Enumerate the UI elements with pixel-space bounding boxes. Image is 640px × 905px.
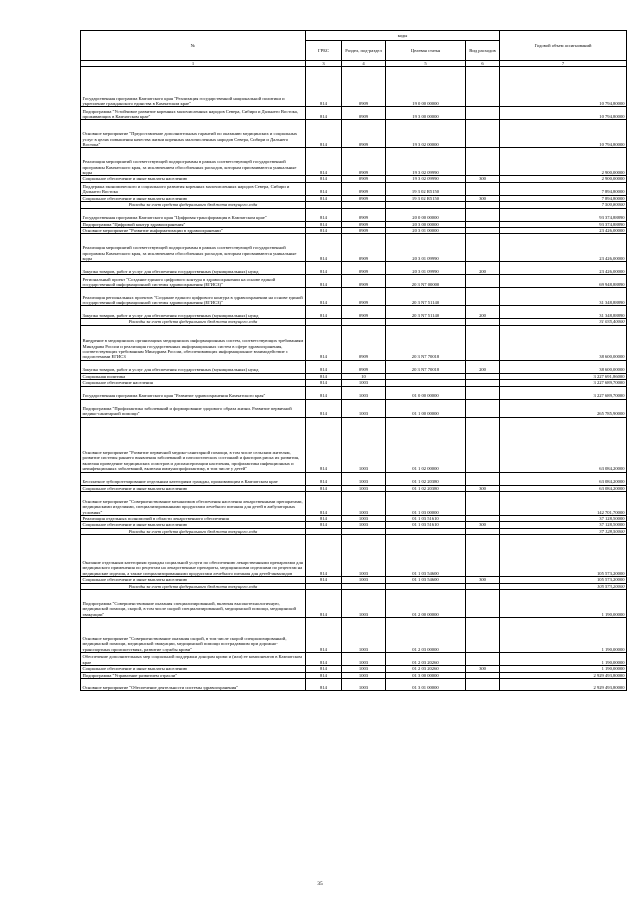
row-vid [466,67,500,107]
row-sum: 93 374,88890 [500,208,627,221]
row-section: 0909 [342,325,386,360]
row-article: 19 3 02 R5150 [386,182,466,195]
row-section: 1003 [342,577,386,583]
row-section: 0909 [342,182,386,195]
row-sum: 37 128,50000 [500,522,627,528]
row-section: 0909 [342,67,386,107]
row-article: 01 1 02 00000 [386,417,466,472]
row-article: 19 3 00 00000 [386,107,466,120]
table-row [81,275,627,288]
row-section: 0909 [342,360,386,373]
row-name: Основное мероприятие "Развитие первичной медико-санитарной помощи, в том числе сельским жителям, развитие системы раннего выявления заболеваний и патологических состояний и факторов риска их развития, включая проведение медицинских осмотров и диспансеризации населения, профилактика инфекционных и неинфекционных заболеваний, включая иммунопрофилактику, в том числе у детей" [81,417,306,472]
row-grbs: 814 [306,373,342,379]
table-row [81,653,627,666]
row-sum: 37 128,50000 [500,516,627,522]
row-name: Подпрограмма "Цифровой контур здравоохранения" [81,221,306,227]
row-section: 1003 [342,485,386,491]
row-sum: 3 227 689,70000 [500,386,627,399]
table-row [81,618,627,653]
table-row [81,148,627,176]
row-name: Основное мероприятие "Предоставление дополнительных гарантий по оказанию медицинских и социальных услуг в целях повышения качества жизни коренных малочисленных народов Севера, Сибири и Дальнего Востока" [81,120,306,148]
table-row [81,182,627,195]
row-sum: 63 084,20000 [500,417,627,472]
header-codes: коды [306,31,500,41]
row-section: 1003 [342,417,386,472]
row-sum: 31 348,88890 [500,306,627,319]
row-section: 0909 [342,208,386,221]
row-sum: 3 227 691,86000 [500,373,627,379]
row-vid [466,472,500,485]
header-article: Целевая статья [386,41,466,61]
row-section: 1003 [342,666,386,672]
row-vid [466,590,500,618]
row-section: 0909 [342,228,386,234]
row-sum: 105 573,20000 [500,583,627,589]
row-section: 1003 [342,492,386,516]
row-grbs: 814 [306,535,342,577]
row-grbs: 814 [306,275,342,288]
budget-table-sheet [80,30,626,691]
row-grbs: 814 [306,360,342,373]
row-vid: 200 [466,360,500,373]
row-section: 0909 [342,176,386,182]
row-sum: 7 894,80000 [500,182,627,195]
row-section: 1003 [342,472,386,485]
row-name: Региональный проект "Создание единого цифрового контура в здравоохранении на основе единой государственной информационной системы здравоохранения (ЕГИСЗ)" [81,275,306,288]
row-section: 1003 [342,522,386,528]
row-vid [466,417,500,472]
row-grbs: 814 [306,386,342,399]
row-article: 01 2 00 00000 [386,590,466,618]
header-index-1: 1 [81,61,306,67]
row-sum: 23 426,00000 [500,228,627,234]
row-name: Государственная программа Камчатского края "Реализация государственной национальной политики и укрепление гражданского единства в Камчатском крае" [81,67,306,107]
row-article: 19 0 00 00000 [386,67,466,107]
header-num: № [81,31,306,61]
row-grbs: 814 [306,325,342,360]
row-sum: 105 573,20000 [500,577,627,583]
row-vid [466,678,500,690]
row-article: 20 3 N7 70018 [386,360,466,373]
table-row [81,107,627,120]
table-row [81,360,627,373]
row-sum: 63 084,20000 [500,485,627,491]
row-section: 0909 [342,107,386,120]
row-article: 01 1 03 51610 [386,522,466,528]
row-sum: 63 084,20000 [500,472,627,485]
row-sum: 1 190,00000 [500,653,627,666]
row-grbs: 814 [306,492,342,516]
row-sum: 37 128,50000 [500,528,627,534]
row-section: 1003 [342,516,386,522]
table-row [81,399,627,417]
row-name: Закупка товаров, работ и услуг для обеспечения государственных (муниципальных) нужд [81,360,306,373]
row-vid [466,120,500,148]
row-article: 01 1 03 54600 [386,535,466,577]
row-name: Основное мероприятие "Совершенствование оказания скорой, в том числе скорой специализированной, медицинской помощи, медицинской эвакуации, медицинской помощи пострадавшим при дорожно-транспортных происшествиях, развитие службы крови" [81,618,306,653]
header-index-4: 4 [342,61,386,67]
row-sum: 2 900,00000 [500,148,627,176]
row-vid [466,618,500,653]
row-article: 20 3 00 00000 [386,221,466,227]
budget-table [80,30,627,691]
row-vid [466,386,500,399]
row-vid [466,492,500,516]
row-name: Расходы за счет средств федерального бюджета текущего года [81,202,306,208]
row-name: Подпрограмма "Управление развитием отрасли" [81,672,306,678]
header-vid: Вид расходов [466,41,500,61]
row-vid: 200 [466,262,500,275]
row-grbs: 814 [306,590,342,618]
row-name: Расходы за счет средств федерального бюджета текущего года [81,583,306,589]
row-vid: 300 [466,176,500,182]
table-body [81,67,627,691]
row-name: Основное мероприятие "Развитие информатизации в здравоохранении" [81,228,306,234]
row-sum: 10 794,80000 [500,107,627,120]
row-sum: 69 948,88890 [500,275,627,288]
header-volume: Годовой объем ассигнований [500,31,627,61]
row-grbs: 814 [306,228,342,234]
row-section: 1003 [342,672,386,678]
row-article: 20 3 01 09990 [386,234,466,262]
row-section: 0909 [342,306,386,319]
table-row [81,288,627,306]
table-row [81,67,627,107]
row-article: 01 1 02 20380 [386,472,466,485]
row-sum: 265 785,90000 [500,399,627,417]
row-name: Социальное обеспечение и иные выплаты населению [81,666,306,672]
row-article: 01 1 00 00000 [386,399,466,417]
row-name: Социальное обеспечение и иные выплаты населению [81,195,306,201]
row-sum: 1 190,00000 [500,590,627,618]
row-section: 1003 [342,535,386,577]
row-article: 01 2 03 20260 [386,653,466,666]
header-section: Раздел, под-раздел [342,41,386,61]
row-vid [466,107,500,120]
row-section: 0909 [342,262,386,275]
row-article: 01 0 00 00000 [386,386,466,399]
row-article: 01 2 03 20260 [386,666,466,672]
header-index-6: 6 [466,61,500,67]
row-grbs: 814 [306,380,342,386]
row-section: 1003 [342,399,386,417]
row-name: Социальное обеспечение и иные выплаты населению [81,522,306,528]
row-section: 0909 [342,275,386,288]
row-grbs: 814 [306,417,342,472]
header-grbs: ГРБС [306,41,342,61]
row-name: Социальное обеспечение и иные выплаты населению [81,176,306,182]
row-grbs: 814 [306,678,342,690]
row-article: 19 3 02 00000 [386,120,466,148]
row-section: 1003 [342,386,386,399]
row-name: Социальное обеспечение и иные выплаты населению [81,485,306,491]
row-name: Поддержка экономического и социального развития коренных малочисленных народов Севера, Сибири и Дальнего Востока [81,182,306,195]
row-article: 20 3 01 00000 [386,228,466,234]
row-sum: 1 190,00000 [500,618,627,653]
row-grbs: 814 [306,67,342,107]
row-section: 1003 [342,678,386,690]
row-name: Закупка товаров, работ и услуг для обеспечения государственных (муниципальных) нужд [81,306,306,319]
row-vid: 300 [466,195,500,201]
row-vid: 300 [466,666,500,672]
row-name: Обеспечение дополнительных мер социальной поддержки донорам крови и (или) ее компонентов в Камчатском крае [81,653,306,666]
row-vid: 300 [466,485,500,491]
row-section: 0909 [342,148,386,176]
row-grbs: 814 [306,120,342,148]
row-sum: 10 794,80000 [500,120,627,148]
row-grbs: 814 [306,653,342,666]
row-name: Подпрограмма "Совершенствование оказания специализированной, включая высокотехнологичную, медицинской помощи, скорой, в том числе скорой специализированной, медицинской помощи, медицинской эвакуации" [81,590,306,618]
table-row [81,306,627,319]
row-sum: 3 227 689,70000 [500,380,627,386]
row-name: Расходы за счет средств федерального бюджета текущего года [81,319,306,325]
row-grbs: 814 [306,288,342,306]
row-grbs: 814 [306,208,342,221]
row-article: 01 3 01 00000 [386,678,466,690]
row-grbs: 814 [306,306,342,319]
row-grbs: 814 [306,516,342,522]
row-sum: 23 426,00000 [500,262,627,275]
row-name: Основное мероприятие "Обеспечение деятельности системы здравоохранения" [81,678,306,690]
row-grbs: 814 [306,522,342,528]
row-name: Социальное обеспечение и иные выплаты населению [81,577,306,583]
row-name: Подпрограмма "Устойчивое развитие коренных малочисленных народов Севера, Сибири и Дальнего Востока, проживающих в Камчатском крае" [81,107,306,120]
page-number: 35 [317,881,323,887]
row-article: 01 1 03 54600 [386,577,466,583]
row-vid [466,234,500,262]
row-grbs: 814 [306,176,342,182]
table-row [81,208,627,221]
row-grbs: 814 [306,399,342,417]
row-vid: 300 [466,522,500,528]
row-vid: 300 [466,577,500,583]
table-row [81,417,627,472]
row-name: Закупка товаров, работ и услуг для обеспечения государственных (муниципальных) нужд [81,262,306,275]
row-article: 01 1 03 00000 [386,492,466,516]
row-name: Расходы за счет средств федерального бюджета текущего года [81,528,306,534]
table-row [81,234,627,262]
row-grbs: 814 [306,182,342,195]
row-vid [466,535,500,577]
row-grbs: 814 [306,485,342,491]
row-section: 10 [342,373,386,379]
row-vid [466,325,500,360]
row-name: Государственная программа Камчатского края "Цифровая трансформация в Камчатском крае" [81,208,306,221]
row-article: 01 1 02 20380 [386,485,466,491]
row-sum: 2 929 493,80000 [500,678,627,690]
header-index-3: 3 [306,61,342,67]
table-row [81,590,627,618]
table-row [81,678,627,690]
row-grbs: 814 [306,472,342,485]
row-section: 0909 [342,120,386,148]
table-row [81,262,627,275]
row-section: 0909 [342,288,386,306]
row-grbs: 814 [306,618,342,653]
row-name: Внедрение в медицинских организациях медицинских информационных систем, соответствующих требованиям Минздрава России и реализация государственных информационных систем в сфере здравоохранения, соответствующих требованиям Минздрава России, обеспечивающих информационное взаимодействие с подсистемами ЕГИСЗ [81,325,306,360]
row-section: 0909 [342,195,386,201]
header-index-5: 5 [386,61,466,67]
row-sum: 38 600,00000 [500,325,627,360]
row-name: Реализация мероприятий соответствующей подпрограммы в рамках соответствующей государственной программы Камчатского края, за исключением обособленных расходов, которым присваиваются уникальные коды [81,148,306,176]
row-name: Подпрограмма "Профилактика заболеваний и формирование здорового образа жизни. Развитие первичной медико-санитарной помощи" [81,399,306,417]
row-sum: 1 190,00000 [500,666,627,672]
row-article: 01 2 03 00000 [386,618,466,653]
row-section: 0909 [342,221,386,227]
row-grbs: 814 [306,234,342,262]
row-sum: 2 929 493,80000 [500,672,627,678]
table-row [81,386,627,399]
row-name: Бесплатное зубопротезирование отдельным категориям граждан, проживающим в Камчатском крае [81,472,306,485]
table-row [81,492,627,516]
row-vid [466,208,500,221]
row-grbs: 814 [306,262,342,275]
row-vid [466,653,500,666]
row-name: Социальная политика [81,373,306,379]
row-vid [466,182,500,195]
row-name: Реализация региональных проектов "Создание единого цифрового контура в здравоохранении на основе единой государственной информационной системы здравоохранения (ЕГИСЗ)" [81,288,306,306]
header-row-codes [81,31,627,41]
row-article: 20 3 N7 51140 [386,306,466,319]
row-article: 20 3 N7 51140 [386,288,466,306]
row-vid [466,399,500,417]
row-name: Реализация мероприятий соответствующей подпрограммы в рамках соответствующей государственной программы Камчатского края, за исключением обособленных расходов, которым присваиваются уникальные коды [81,234,306,262]
row-sum: 105 573,20000 [500,535,627,577]
header-index-7: 7 [500,61,627,67]
row-vid [466,148,500,176]
row-article: 19 3 02 R5150 [386,195,466,201]
row-vid [466,275,500,288]
row-section: 1003 [342,590,386,618]
table-row [81,535,627,577]
row-sum: 93 374,88890 [500,221,627,227]
row-sum: 23 426,00000 [500,234,627,262]
row-article: 01 1 03 51610 [386,516,466,522]
row-grbs: 814 [306,148,342,176]
row-grbs: 814 [306,577,342,583]
row-name: Государственная программа Камчатского края "Развитие здравоохранения Камчатского края" [81,386,306,399]
row-article: 20 0 00 00000 [386,208,466,221]
table-row [81,472,627,485]
row-section: 1003 [342,380,386,386]
row-grbs: 814 [306,666,342,672]
row-article: 20 3 N7 00000 [386,275,466,288]
row-section: 1003 [342,618,386,653]
row-grbs: 814 [306,672,342,678]
row-name: Социальное обеспечение населения [81,380,306,386]
row-name: Реализация отдельных полномочий в области лекарственного обеспечения [81,516,306,522]
table-row [81,120,627,148]
row-vid [466,288,500,306]
row-sum: 31 035,40000 [500,319,627,325]
row-sum: 7 894,80000 [500,195,627,201]
row-name: Основное мероприятие "Совершенствование механизмов обеспечения населения лекарственными препаратами, медицинскими изделиями, специализированными продуктами лечебного питания для детей в амбулаторных условиях" [81,492,306,516]
row-sum: 7 500,80000 [500,202,627,208]
row-article: 20 3 01 09990 [386,262,466,275]
row-article: 20 3 N7 70018 [386,325,466,360]
row-article: 01 3 00 00000 [386,672,466,678]
row-sum: 31 348,88890 [500,288,627,306]
row-section: 0909 [342,234,386,262]
row-section: 1003 [342,653,386,666]
row-grbs: 814 [306,221,342,227]
row-article: 19 3 02 09990 [386,148,466,176]
table-row [81,325,627,360]
row-name: Оказание отдельным категориям граждан социальной услуги по обеспечению лекарственными препаратами для медицинского применения по рецептам на лекарственные препараты, медицинскими изделиями по рецептам на медицинские изделия, а также специализированными продуктами лечебного питания для детей-инвалидов [81,535,306,577]
row-sum: 38 600,00000 [500,360,627,373]
row-vid: 200 [466,306,500,319]
row-grbs: 814 [306,195,342,201]
row-sum: 142 701,70000 [500,492,627,516]
row-grbs: 814 [306,107,342,120]
row-sum: 2 900,00000 [500,176,627,182]
row-article: 19 3 02 09990 [386,176,466,182]
row-sum: 10 794,80000 [500,67,627,107]
